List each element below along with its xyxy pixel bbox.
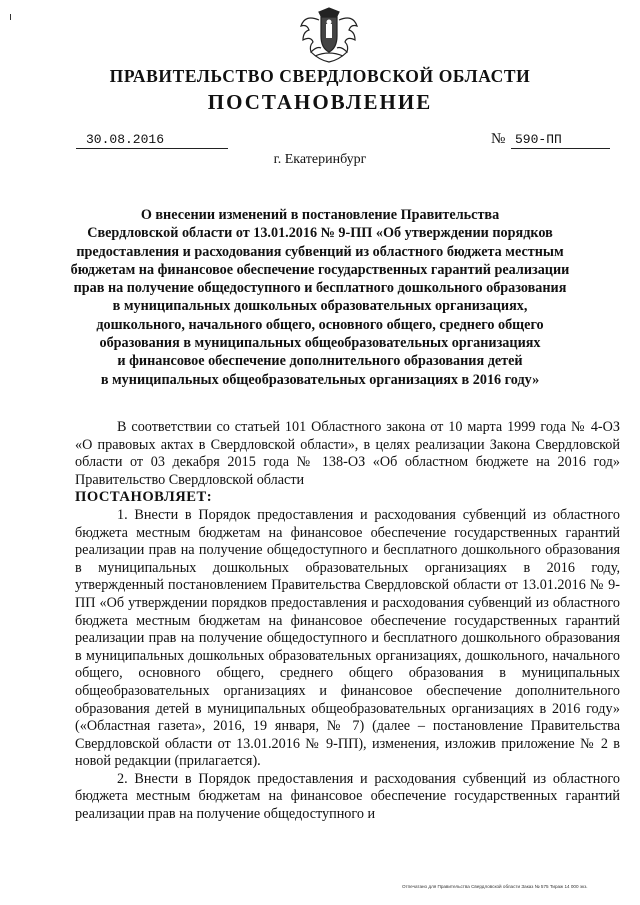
margin-mark — [10, 14, 11, 20]
title-line: Свердловской области от 13.01.2016 № 9-ПП «Об утверждении порядков — [87, 225, 553, 242]
title-line: образования в муниципальных общеобразовательных организациях — [99, 335, 541, 352]
coat-of-arms-icon — [297, 6, 361, 64]
decree-word: ПОСТАНОВЛЯЕТ: — [75, 489, 213, 506]
item-1-paragraph: 1. Внести в Порядок предоставления и расходования субвенций из областного бюджета местным бюджетам на финансовое обеспечение государственных гарантий реализации прав на получение общедоступного и бесплатного дошкольного образования в муниципальных дошкольных образовательных организациях в 2016 году, утвержденный постановлением Правительства Свердловской области от 13.01.2016 № 9-ПП «Об утверждении порядков предоставления и расходования субвенций из областного бюджета местным бюджетам на финансовое обеспечение государственных гарантий реализации прав на получение общедоступного и бесплатного дошкольного образования в муниципальных дошкольных образовательных организациях, дошкольного, начального общего, основного общего, среднего общего образования в муниципальных общеобразовательных организациях и финансовое обеспечение дополнительного образования детей в муниципальных общеобразовательных организациях в 2016 году» («Областная газета», 2016, 19 января, № 7) (далее – постановление Правительства Свердловской области от 13.01.2016 № 9-ПП), изменения, изложив приложение № 2 в новой редакции (прилагается). — [75, 506, 620, 770]
document-number: 590-ПП — [511, 133, 610, 149]
title-line: прав на получение общедоступного и бесплатного дошкольного образования — [73, 280, 567, 297]
number-sign: № — [491, 131, 506, 147]
document-body — [75, 419, 620, 824]
title-line: в муниципальных общеобразовательных организациях в 2016 году» — [100, 371, 540, 388]
print-note: Отпечатано для Правительства Свердловской области Заказ № 575 Тираж 14 000 экз. — [402, 884, 588, 889]
title-line: О внесении изменений в постановление Правительства — [140, 207, 500, 223]
city: г. Екатеринбург — [273, 152, 367, 167]
title-line: предоставления и расходования субвенций из областного бюджета местным — [76, 243, 564, 260]
preamble-paragraph: В соответствии со статьей 101 Областного закона от 10 марта 1999 года № 4-ОЗ «О правовых актах в Свердловской области», в целях реализации Закона Свердловской области от 03 декабря 2015 года № 138-ОЗ «Об областном бюджете на 2016 год» Правительство Свердловской области — [75, 419, 620, 488]
document-type: ПОСТАНОВЛЕНИЕ — [207, 90, 433, 114]
title-line: в муниципальных дошкольных образовательных организациях, — [112, 298, 528, 315]
organization-name: ПРАВИТЕЛЬСТВО СВЕРДЛОВСКОЙ ОБЛАСТИ — [109, 66, 531, 86]
title-line: бюджетам на финансовое обеспечение государственных гарантий реализации — [70, 261, 570, 278]
document-date: 30.08.2016 — [76, 133, 228, 149]
document-title — [60, 206, 580, 389]
title-line: дошкольного, начального общего, основного общего, среднего общего — [96, 316, 544, 333]
title-line: и финансовое обеспечение дополнительного образования детей — [117, 353, 523, 370]
item-2-paragraph: 2. Внести в Порядок предоставления и расходования субвенций из областного бюджета местным бюджетам на финансовое обеспечение государственных гарантий реализации прав на получение общедоступного и — [75, 770, 620, 823]
